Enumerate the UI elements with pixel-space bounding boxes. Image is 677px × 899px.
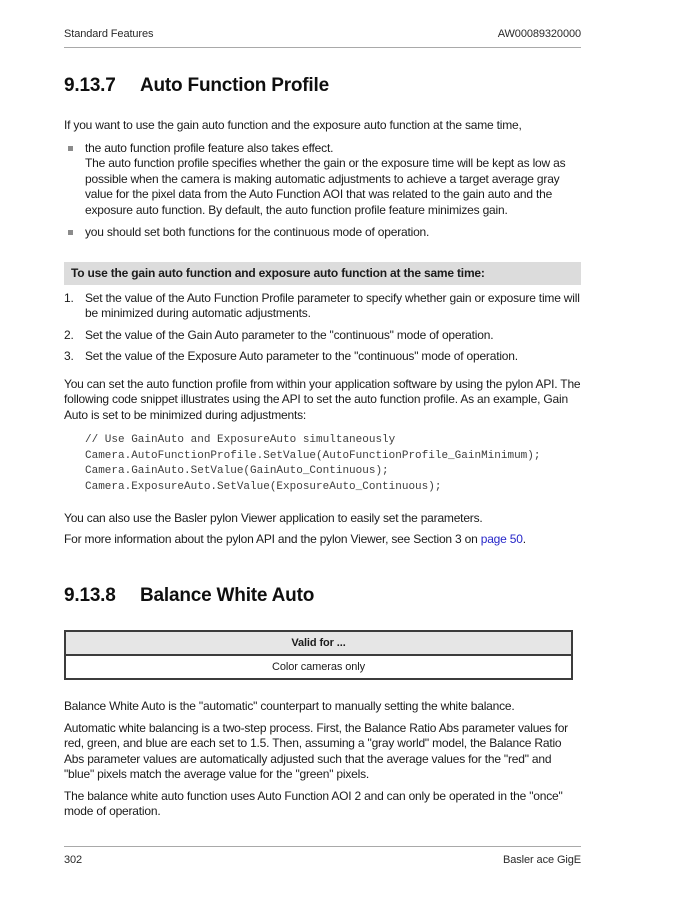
bullet-square-icon (68, 230, 73, 235)
body-paragraph: Automatic white balancing is a two-step process. First, the Balance Ratio Abs parameter values for red, green, and blue are each set to 1.5. Then, assuming a "gray world" model, the Balance Ratio Abs parameter values are automatically adjusted such that the average values for the "red" and "blue" pixels match the average value for the "green" pixels. (64, 720, 568, 781)
section-heading-balance-white-auto (64, 584, 581, 607)
step-text: Set the value of the Exposure Auto parameter to the "continuous" mode of operation. (85, 349, 518, 363)
more-info-period: . (522, 531, 526, 546)
body-paragraph: The balance white auto function uses Auto Function AOI 2 and can only be operated in the "once" mode of operation. (64, 788, 563, 818)
bullet-item (64, 141, 581, 219)
code-snippet (85, 433, 581, 495)
footer-page-number: 302 (64, 854, 83, 866)
footer-right-text: Basler ace GigE (503, 854, 581, 866)
step-number: 2. (64, 327, 74, 342)
running-footer (64, 846, 581, 867)
procedure-heading: To use the gain auto function and exposure auto function at the same time: (64, 262, 581, 285)
valid-for-table (64, 630, 573, 680)
section-heading-auto-function-profile (64, 74, 581, 97)
section-number: 9.13.7 (64, 75, 116, 96)
code-line: // Use GainAuto and ExposureAuto simultaneously (85, 434, 396, 446)
page-50-link[interactable]: page 50 (480, 531, 523, 546)
header-right-doc-number: AW00089320000 (497, 28, 581, 40)
bullet-line: you should set both functions for the continuous mode of operation. (85, 225, 430, 239)
step-number: 1. (64, 290, 74, 305)
section-title: Balance White Auto (140, 585, 315, 606)
step-item (64, 328, 581, 344)
bullet-line: the auto function profile feature also takes effect. (85, 140, 334, 155)
bullet-square-icon (68, 146, 73, 151)
section-number: 9.13.8 (64, 585, 116, 606)
viewer-paragraph: You can also use the Basler pylon Viewer application to easily set the parameters. (64, 511, 483, 525)
more-info-paragraph (64, 532, 581, 548)
bullet-text (85, 141, 581, 219)
footer-rule (64, 846, 581, 847)
step-number: 3. (64, 349, 74, 363)
table-body-cell: Color cameras only (66, 656, 571, 678)
code-line: Camera.GainAuto.SetValue(GainAuto_Continuous); (85, 465, 389, 477)
step-text: Set the value of the Auto Function Profile parameter to specify whether gain or exposure time will be minimized during automatic adjustments. (85, 290, 580, 320)
api-paragraph: You can set the auto function profile from within your application software by using the pylon API. The following code snippet illustrates using the API to set the auto function profile. As an example, Gain Auto is set to be minimized during adjustments: (64, 376, 581, 422)
header-left-text: Standard Features (64, 28, 154, 40)
code-line: Camera.ExposureAuto.SetValue(ExposureAuto_Continuous); (85, 480, 442, 493)
step-item (64, 291, 581, 322)
running-header (64, 0, 581, 41)
step-item (64, 349, 581, 365)
bullet-line: The auto function profile specifies whether the gain or the exposure time will be kept as low as possible when the camera is making automatic adjustments to achieve a target average gray value for the pixel data from the Auto Function AOI that was related to the gain auto and the exposure auto function. By default, the auto function profile feature minimizes gain. (85, 156, 566, 217)
body-paragraph: Balance White Auto is the "automatic" counterpart to manually setting the white balance. (64, 699, 515, 713)
table-header-cell: Valid for ... (66, 632, 571, 656)
bullet-text (85, 225, 429, 241)
header-rule (64, 47, 581, 48)
procedure-steps (64, 291, 581, 365)
footer-row (64, 854, 581, 867)
code-line: Camera.AutoFunctionProfile.SetValue(AutoFunctionProfile_GainMinimum); (85, 449, 541, 462)
intro-paragraph: If you want to use the gain auto function and the exposure auto function at the same time, (64, 118, 522, 132)
more-info-text: For more information about the pylon API and the pylon Viewer, see Section 3 on (64, 531, 481, 546)
page-content (64, 0, 581, 820)
step-text: Set the value of the Gain Auto parameter to the "continuous" mode of operation. (85, 327, 494, 342)
bullet-item (64, 225, 581, 241)
section-title: Auto Function Profile (140, 75, 329, 96)
